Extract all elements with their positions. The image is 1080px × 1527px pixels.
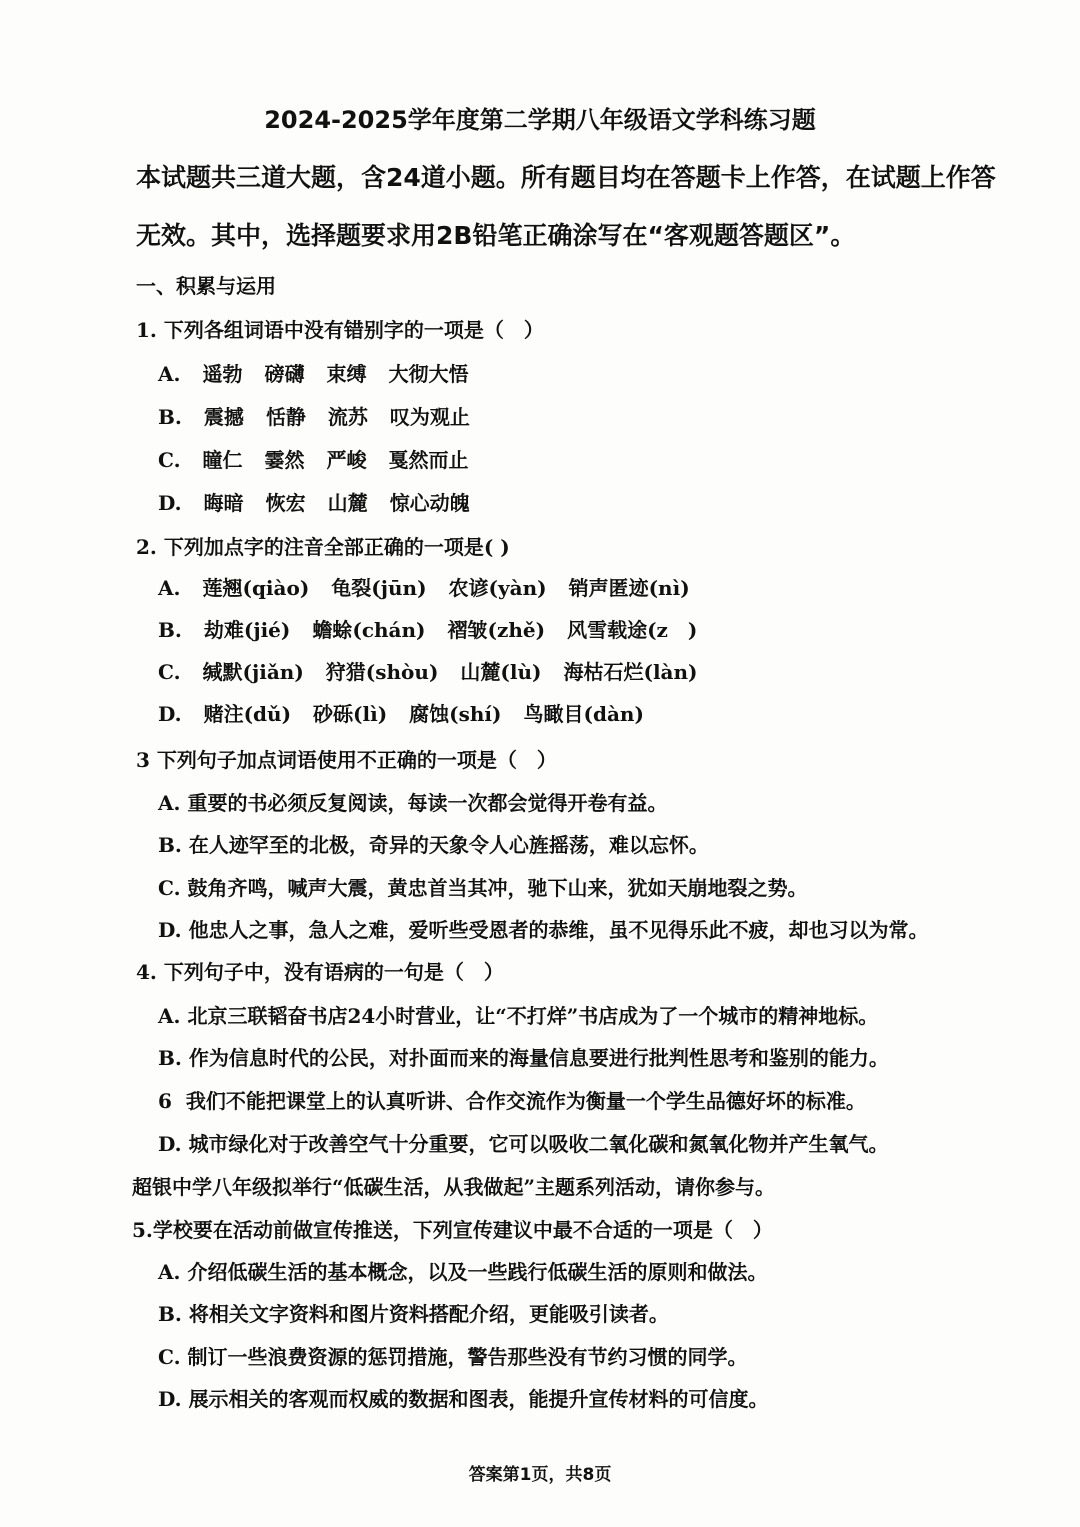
option-label: D. (158, 1387, 182, 1411)
option-word: 鸟瞰目(dàn) (523, 702, 644, 726)
option-text: 我们不能把课堂上的认真听讲、合作交流作为衡量一个学生品德好坏的标准。 (185, 1089, 866, 1113)
option-text: 北京三联韬奋书店24小时营业，让“不打烊”书店成为了一个城市的精神地标。 (187, 1004, 879, 1028)
option-text: 重要的书必须反复阅读，每读一次都会觉得开卷有益。 (187, 791, 668, 815)
option-label: A. (158, 1004, 181, 1028)
page-footer: 答案第1页，共8页 (468, 1465, 612, 1485)
option-label: D. (158, 491, 182, 515)
option-word: 遥勃 (202, 362, 243, 386)
intro-line-2: 无效。其中，选择题要求用2B铅笔正确涂写在“客观题答题区”。 (136, 221, 856, 250)
option-word: 叹为观止 (389, 405, 470, 429)
option-word: 震撼 (203, 405, 244, 429)
option-label: A. (158, 576, 181, 600)
option-word: 龟裂(jūn) (331, 576, 427, 600)
option-text: 展示相关的客观而权威的数据和图表，能提升宣传材料的可信度。 (188, 1387, 769, 1411)
option-word: 霎然 (264, 448, 305, 472)
option-label: B. (158, 405, 182, 429)
option-text: 在人迹罕至的北极，奇异的天象令人心旌摇荡，难以忘怀。 (188, 833, 709, 857)
option-word: 莲翘(qiào) (202, 576, 310, 600)
exam-title: 2024-2025学年度第二学期八年级语文学科练习题 (264, 106, 816, 134)
question-4-option-a (158, 1000, 878, 1029)
option-label: C. (158, 876, 181, 900)
question-4-option-b (158, 1042, 889, 1071)
option-word: 山麓 (327, 491, 368, 515)
option-text: 介绍低碳生活的基本概念，以及一些践行低碳生活的原则和做法。 (187, 1260, 768, 1284)
question-2-stem: 2. 下列加点字的注音全部正确的一项是( ) (136, 535, 510, 559)
question-4-stem: 4. 下列句子中，没有语病的一句是（ ） (136, 960, 504, 984)
option-label: B. (158, 1302, 182, 1326)
option-label: 6 (158, 1089, 172, 1113)
option-word: 大彻大悟 (388, 362, 469, 386)
option-text: 制订一些浪费资源的惩罚措施，警告那些没有节约习惯的同学。 (187, 1345, 748, 1369)
option-word: 束缚 (326, 362, 367, 386)
question-5-option-c (158, 1341, 748, 1370)
question-2-option-d (158, 698, 666, 727)
option-word: 戛然而止 (388, 448, 469, 472)
question-1-stem: 1. 下列各组词语中没有错别字的一项是（ ） (136, 318, 544, 342)
option-word: 严峻 (326, 448, 367, 472)
option-word: 惊心动魄 (389, 491, 470, 515)
option-word: 农谚(yàn) (448, 576, 547, 600)
option-word: 海枯石烂(làn) (563, 660, 698, 684)
section-heading-1: 一、积累与运用 (136, 274, 276, 298)
option-word: 蟾蜍(chán) (312, 618, 426, 642)
option-word: 恬静 (265, 405, 306, 429)
option-word: 山麓(lù) (460, 660, 542, 684)
question-3-option-c (158, 872, 808, 901)
option-word: 流苏 (327, 405, 368, 429)
option-text: 将相关文字资料和图片资料搭配介绍，更能吸引读者。 (188, 1302, 669, 1326)
option-label: A. (158, 1260, 181, 1284)
question-1-option-a (158, 358, 490, 387)
option-word: 赌注(dǔ) (203, 702, 292, 726)
question-3-option-d (158, 914, 929, 943)
question-5-option-b (158, 1298, 669, 1327)
option-text: 他忠人之事，急人之难，爱听些受恩者的恭维，虽不见得乐此不疲，却也习以为常。 (188, 918, 929, 942)
option-word: 销声匿迹(nì) (568, 576, 690, 600)
question-3-stem: 3 下列句子加点词语使用不正确的一项是（ ） (136, 748, 557, 772)
option-label: C. (158, 448, 181, 472)
option-label: C. (158, 660, 181, 684)
option-label: B. (158, 833, 182, 857)
option-label: A. (158, 791, 181, 815)
question-2-option-c (158, 656, 720, 685)
option-label: A. (158, 362, 181, 386)
option-word: 恢宏 (265, 491, 306, 515)
option-word: 风雪载途(z ) (567, 618, 698, 642)
question-1-option-b (158, 401, 492, 430)
question-1-option-c (158, 444, 491, 473)
option-word: 腐蚀(shí) (409, 702, 502, 726)
question-1-option-d (158, 487, 492, 516)
option-word: 狩猎(shòu) (325, 660, 439, 684)
option-label: C. (158, 1345, 181, 1369)
question-4-option-c (158, 1085, 866, 1114)
option-word: 褶皱(zhě) (447, 618, 546, 642)
option-label: D. (158, 702, 182, 726)
question-3-option-b (158, 829, 709, 858)
activity-context: 超银中学八年级拟举行“低碳生活，从我做起”主题系列活动，请你参与。 (132, 1175, 776, 1199)
option-label: D. (158, 918, 182, 942)
question-5-option-a (158, 1256, 767, 1285)
option-label: B. (158, 618, 182, 642)
option-word: 缄默(jiǎn) (202, 660, 304, 684)
option-word: 磅礴 (264, 362, 305, 386)
question-4-option-d (158, 1128, 889, 1157)
option-word: 瞳仁 (202, 448, 243, 472)
question-2-option-a (158, 572, 712, 601)
option-label: B. (158, 1046, 182, 1070)
question-5-stem: 5.学校要在活动前做宣传推送，下列宣传建议中最不合适的一项是（ ） (132, 1218, 773, 1242)
option-label: D. (158, 1132, 182, 1156)
intro-line-1: 本试题共三道大题，含24道小题。所有题目均在答题卡上作答，在试题上作答 (136, 163, 996, 192)
question-5-option-d (158, 1383, 769, 1412)
option-text: 鼓角齐鸣，喊声大震，黄忠首当其冲，驰下山来，犹如天崩地裂之势。 (187, 876, 808, 900)
option-word: 砂砾(lì) (313, 702, 388, 726)
option-word: 劫难(jié) (203, 618, 291, 642)
question-3-option-a (158, 787, 667, 816)
option-text: 作为信息时代的公民，对扑面而来的海量信息要进行批判性思考和鉴别的能力。 (188, 1046, 889, 1070)
option-word: 晦暗 (203, 491, 244, 515)
question-2-option-b (158, 614, 719, 643)
option-text: 城市绿化对于改善空气十分重要，它可以吸收二氧化碳和氮氧化物并产生氧气。 (188, 1132, 889, 1156)
